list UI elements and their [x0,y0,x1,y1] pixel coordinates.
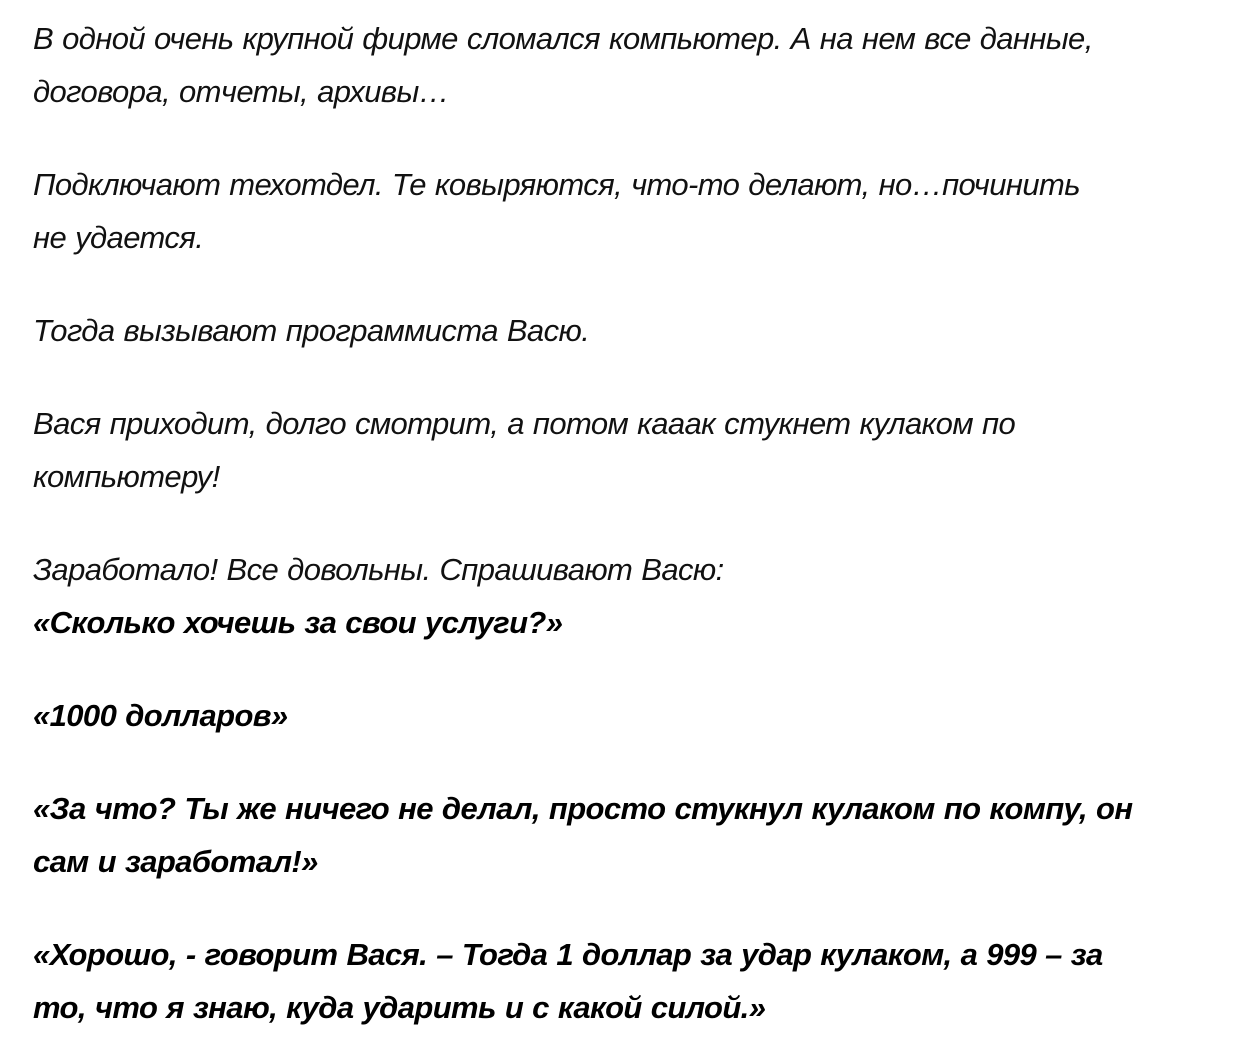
paragraph-tech-department [33,158,1238,264]
paragraph-price [33,689,1238,742]
text-line: договора, отчеты, архивы… [33,74,450,109]
text-line: компьютеру! [33,459,220,494]
quote-line: «Хорошо, - говорит Вася. – Тогда 1 доллар за удар кулаком, а 999 – за [33,937,1103,972]
paragraph-broken-computer [33,12,1238,118]
text-line: В одной очень крупной фирме сломался компьютер. А на нем все данные, [33,21,1093,56]
paragraph-it-works [33,543,1238,649]
quote-line: «Сколько хочешь за свои услуги?» [33,605,563,640]
text-line: Заработало! Все довольны. Спрашивают Васю: [33,552,724,587]
text-line: Вася приходит, долго смотрит, а потом кааак стукнет кулаком по [33,406,1016,441]
text-line: Тогда вызывают программиста Васю. [33,313,590,348]
quote-line: сам и заработал!» [33,844,318,879]
paragraph-vasya-hits [33,397,1238,503]
paragraph-call-programmer [33,304,1238,357]
quote-line: «1000 долларов» [33,698,288,733]
quote-line: «За что? Ты же ничего не делал, просто стукнул кулаком по компу, он [33,791,1133,826]
quote-line: то, что я знаю, куда ударить и с какой силой.» [33,990,766,1025]
paragraph-what-for [33,782,1238,888]
text-line: не удается. [33,220,204,255]
paragraph-punchline [33,928,1238,1034]
text-line: Подключают техотдел. Те ковыряются, что-то делают, но…починить [33,167,1080,202]
